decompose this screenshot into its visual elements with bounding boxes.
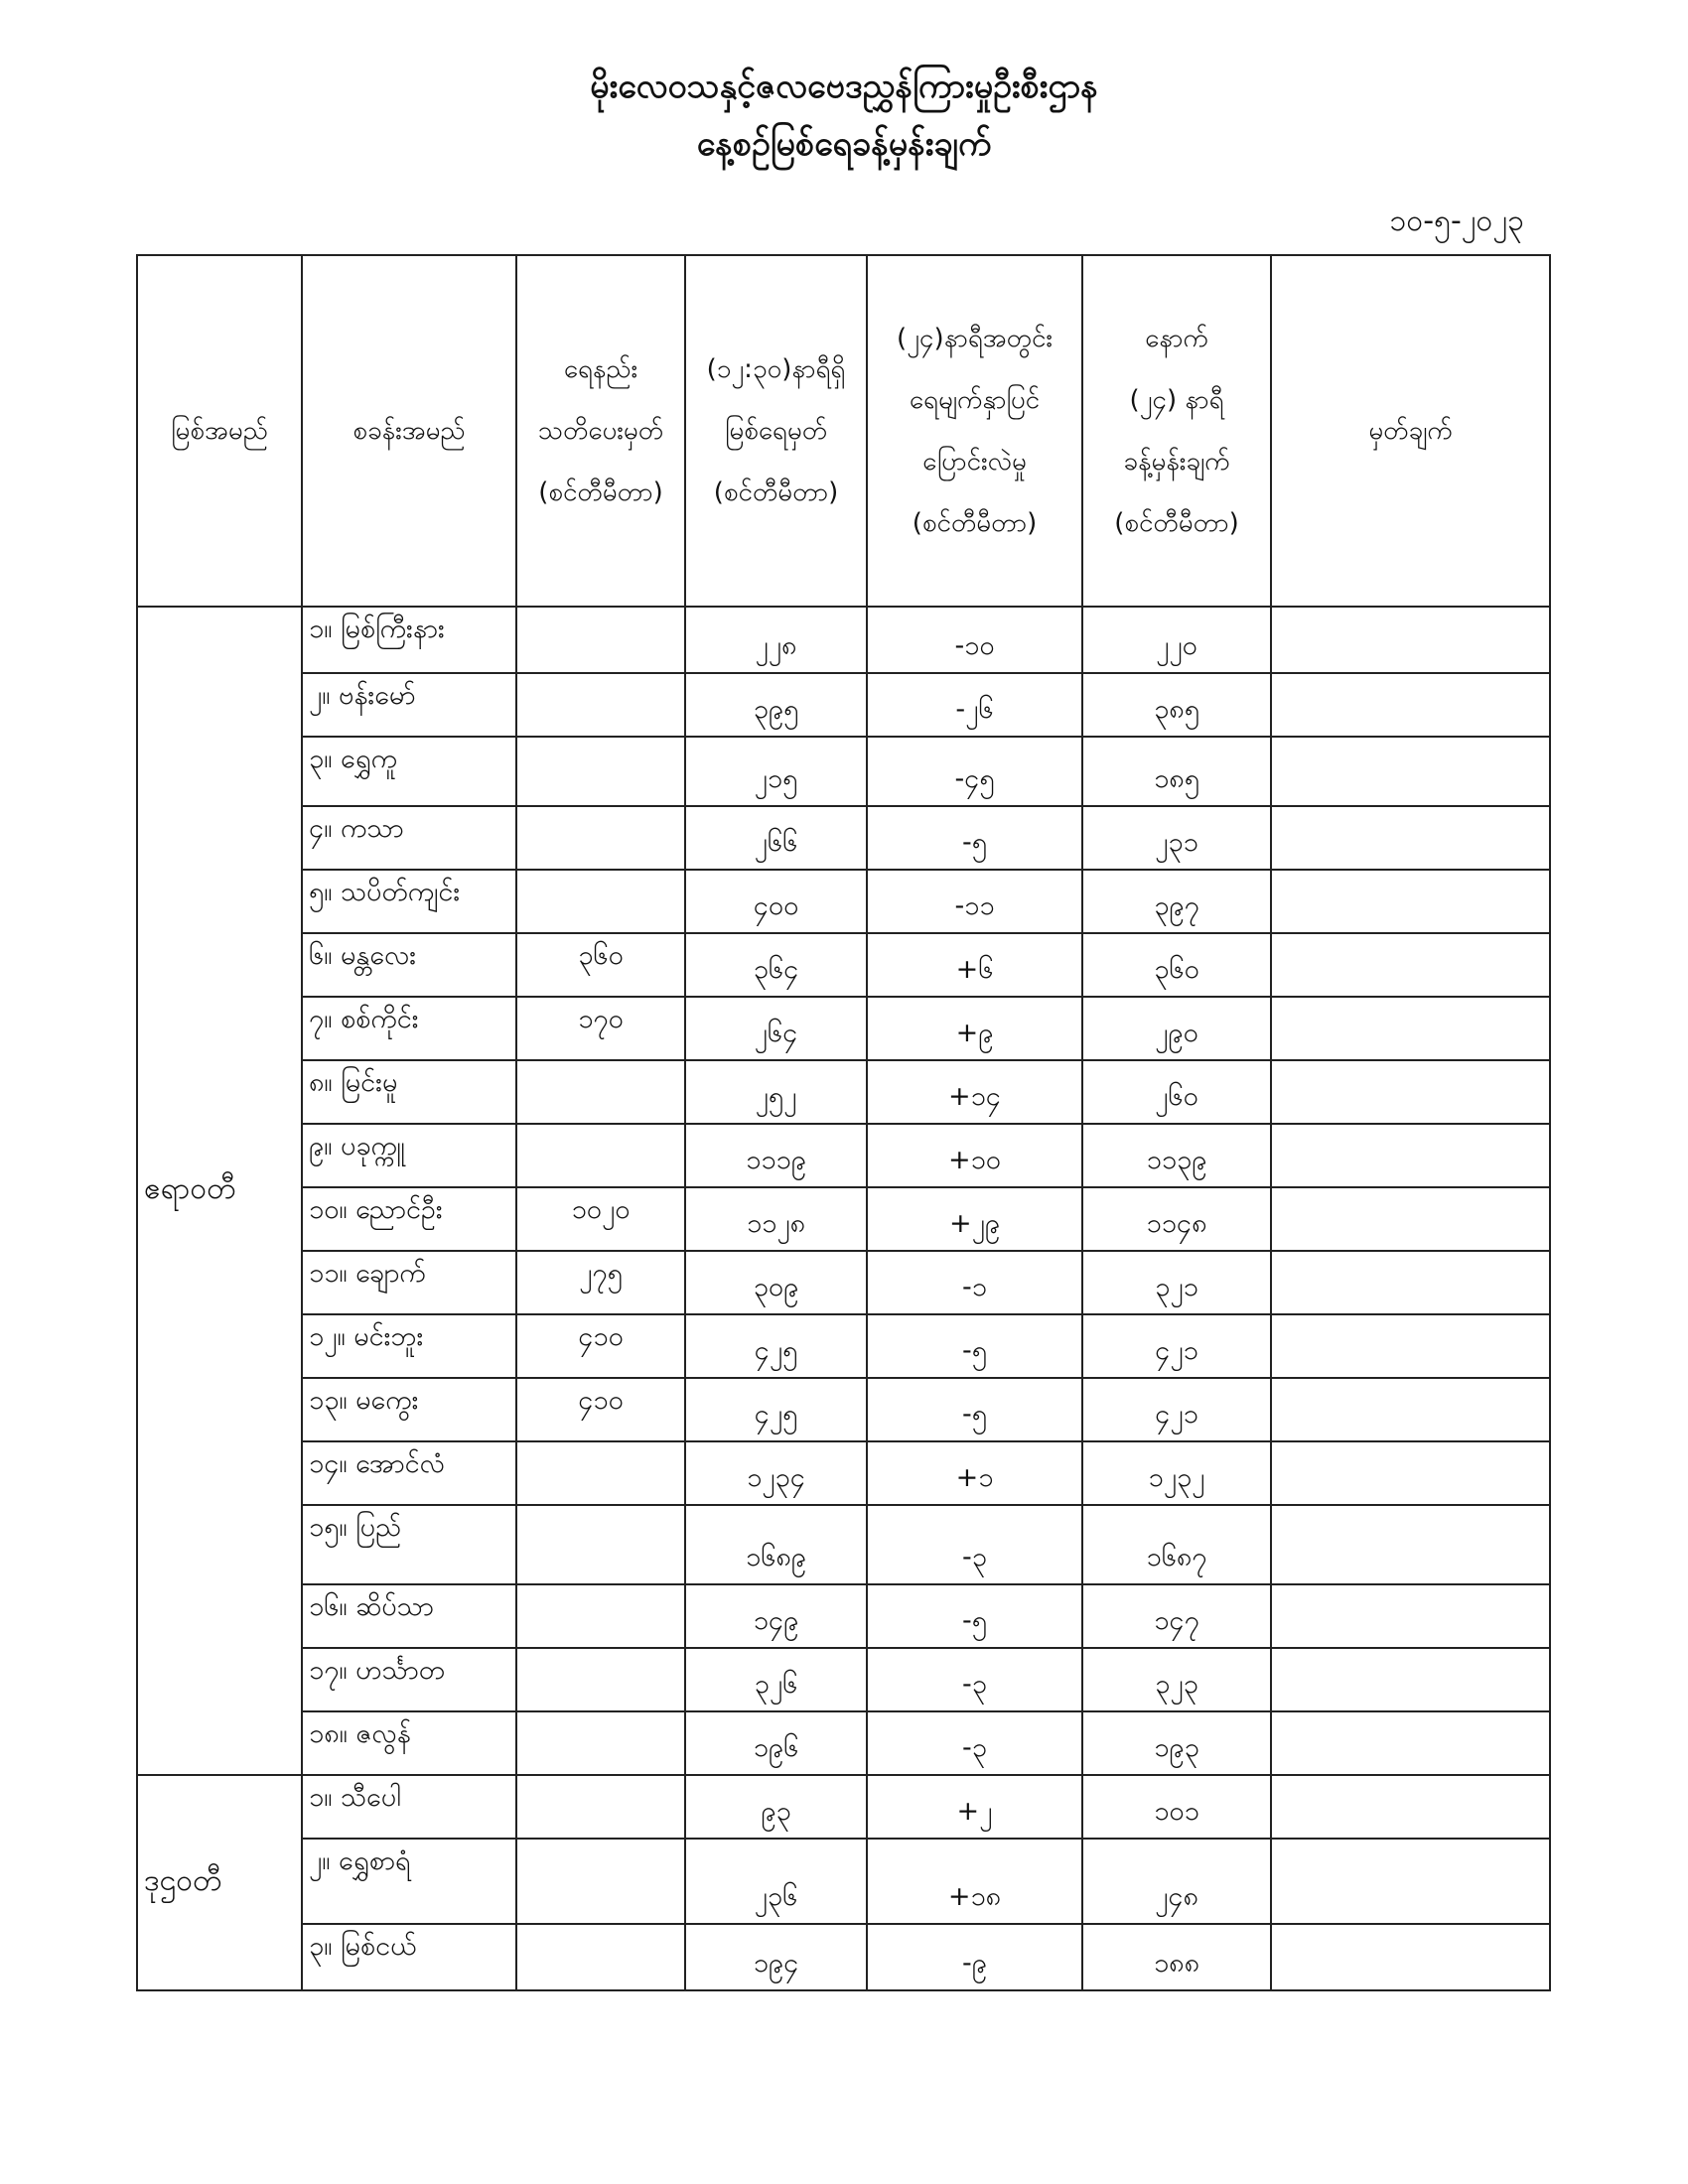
level-col-header — [685, 255, 867, 607]
station-name: ၁၅။ ပြည် — [302, 1505, 516, 1584]
water-level-cell: ၄၂၅ — [685, 1314, 867, 1378]
forecast-cell: ၁၈၈ — [1082, 1924, 1271, 1990]
water-level-cell: ၁၉၆ — [685, 1711, 867, 1775]
water-level-cell: ၄၂၅ — [685, 1378, 867, 1441]
station-name: ၁၂။ မင်းဘူး — [302, 1314, 516, 1378]
table-row — [137, 933, 1550, 997]
water-level-cell: ၂၆၄ — [685, 997, 867, 1060]
water-level-cell: ၃၉၅ — [685, 673, 867, 737]
station-name: ၂။ ဗန်းမော် — [302, 673, 516, 737]
forecast-col-header — [1082, 255, 1271, 607]
alert-level-cell — [516, 1124, 685, 1187]
header-line: မြစ်အမည် — [171, 416, 268, 446]
alert-level-cell: ၁၇၀ — [516, 997, 685, 1060]
alert-level-cell: ၁၀၂၀ — [516, 1187, 685, 1251]
forecast-cell: ၁၆၈၇ — [1082, 1505, 1271, 1584]
alert-level-cell — [516, 607, 685, 673]
river-col-header — [137, 255, 302, 607]
forecast-cell: ၁၂၃၂ — [1082, 1441, 1271, 1505]
remark-cell — [1271, 673, 1550, 737]
table-row — [137, 1711, 1550, 1775]
change-cell: -၅ — [867, 1378, 1082, 1441]
remark-cell — [1271, 1775, 1550, 1839]
forecast-cell: ၁၁၄၈ — [1082, 1187, 1271, 1251]
change-cell: -၅ — [867, 1314, 1082, 1378]
change-cell: +၁ — [867, 1441, 1082, 1505]
station-name: ၇။ စစ်ကိုင်း — [302, 997, 516, 1060]
remark-cell — [1271, 997, 1550, 1060]
change-cell: +၆ — [867, 933, 1082, 997]
forecast-cell: ၂၃၁ — [1082, 806, 1271, 870]
alert-level-cell — [516, 1775, 685, 1839]
forecast-cell: ၃၈၅ — [1082, 673, 1271, 737]
water-level-cell: ၁၄၉ — [685, 1584, 867, 1648]
header-line: (၂၄) နာရီ — [1129, 385, 1224, 415]
alert-level-cell — [516, 806, 685, 870]
report-date: ၁၀-၅-၂၀၂၃ — [1389, 204, 1524, 238]
change-cell: -၁ — [867, 1251, 1082, 1314]
table-row — [137, 1775, 1550, 1839]
forecast-cell: ၃၆၀ — [1082, 933, 1271, 997]
header-line: (စင်တီမီတာ) — [1114, 508, 1239, 538]
change-cell: -၁၁ — [867, 870, 1082, 933]
water-level-cell: ၃၀၉ — [685, 1251, 867, 1314]
water-level-cell: ၁၂၃၄ — [685, 1441, 867, 1505]
table-row — [137, 1251, 1550, 1314]
table-row — [137, 997, 1550, 1060]
river-name: ဒုဌဝတီ — [137, 1775, 302, 1990]
station-name: ၁။ မြစ်ကြီးနား — [302, 607, 516, 673]
water-level-cell: ၂၆၆ — [685, 806, 867, 870]
remark-cell — [1271, 1648, 1550, 1711]
alert-level-cell — [516, 1839, 685, 1924]
station-name: ၁၁။ ချောက် — [302, 1251, 516, 1314]
water-level-cell: ၁၁၂၈ — [685, 1187, 867, 1251]
forecast-cell: ၂၄၈ — [1082, 1839, 1271, 1924]
remark-cell — [1271, 1584, 1550, 1648]
remark-cell — [1271, 1251, 1550, 1314]
forecast-cell: ၁၁၃၉ — [1082, 1124, 1271, 1187]
header-line: မှတ်ချက် — [1368, 416, 1453, 446]
forecast-cell: ၂၉၀ — [1082, 997, 1271, 1060]
table-row — [137, 1441, 1550, 1505]
table-row — [137, 870, 1550, 933]
water-level-cell: ၃၆၄ — [685, 933, 867, 997]
alert-level-cell — [516, 1648, 685, 1711]
forecast-cell: ၃၂၃ — [1082, 1648, 1271, 1711]
table-row — [137, 1314, 1550, 1378]
table-row — [137, 673, 1550, 737]
station-name: ၉။ ပခုက္ကူ — [302, 1124, 516, 1187]
remark-cell — [1271, 1124, 1550, 1187]
table-row — [137, 1924, 1550, 1990]
forecast-cell: ၄၂၁ — [1082, 1378, 1271, 1441]
change-cell: +၂၉ — [867, 1187, 1082, 1251]
alert-level-cell — [516, 1924, 685, 1990]
remark-cell — [1271, 1187, 1550, 1251]
remark-cell — [1271, 1060, 1550, 1124]
table-row — [137, 1584, 1550, 1648]
station-name: ၃။ မြစ်ငယ် — [302, 1924, 516, 1990]
alert-level-cell — [516, 1060, 685, 1124]
remark-cell — [1271, 607, 1550, 673]
water-level-cell: ၄၀၀ — [685, 870, 867, 933]
change-cell: -၅ — [867, 1584, 1082, 1648]
header-line: မြစ်ရေမှတ် — [724, 416, 828, 446]
station-name: ၁၄။ အောင်လံ — [302, 1441, 516, 1505]
alert-level-cell — [516, 1505, 685, 1584]
remark-cell — [1271, 870, 1550, 933]
forecast-title: နေ့စဥ်မြစ်ရေခန့်မှန်းချက် — [696, 124, 992, 164]
table-row — [137, 1124, 1550, 1187]
change-cell: -၄၅ — [867, 737, 1082, 806]
station-name: ၄။ ကသာ — [302, 806, 516, 870]
remark-cell — [1271, 933, 1550, 997]
forecast-cell: ၄၂၁ — [1082, 1314, 1271, 1378]
table-row — [137, 607, 1550, 673]
change-cell: -၅ — [867, 806, 1082, 870]
water-level-cell: ၁၉၄ — [685, 1924, 867, 1990]
header-line: နောက် — [1145, 324, 1208, 353]
river-name: ဧရာဝတီ — [137, 607, 302, 1775]
station-name: ၁၇။ ဟင်္သာတ — [302, 1648, 516, 1711]
forecast-cell: ၃၂၁ — [1082, 1251, 1271, 1314]
alert-level-cell — [516, 737, 685, 806]
change-cell: +၁၄ — [867, 1060, 1082, 1124]
water-level-cell: ၁၆၈၉ — [685, 1505, 867, 1584]
forecast-cell: ၁၄၇ — [1082, 1584, 1271, 1648]
table-row — [137, 1187, 1550, 1251]
station-name: ၈။ မြင်းမူ — [302, 1060, 516, 1124]
water-level-cell: ၂၁၅ — [685, 737, 867, 806]
remark-cell — [1271, 1441, 1550, 1505]
table-row — [137, 1839, 1550, 1924]
alert-col-header — [516, 255, 685, 607]
table-row — [137, 1648, 1550, 1711]
water-level-cell: ၂၂၈ — [685, 607, 867, 673]
remark-cell — [1271, 1711, 1550, 1775]
station-name: ၃။ ရွှေကူ — [302, 737, 516, 806]
alert-level-cell — [516, 870, 685, 933]
water-level-cell: ၃၂၆ — [685, 1648, 867, 1711]
table-row — [137, 737, 1550, 806]
table-row — [137, 1378, 1550, 1441]
station-name: ၁၈။ ဇလွန် — [302, 1711, 516, 1775]
header-line: (၂၄)နာရီအတွင်း — [897, 324, 1053, 353]
alert-level-cell — [516, 1584, 685, 1648]
header-line: (၁၂:၃၀)နာရီရှိ — [706, 354, 846, 384]
remark-cell — [1271, 806, 1550, 870]
forecast-cell: ၁၀၁ — [1082, 1775, 1271, 1839]
alert-level-cell: ၂၇၅ — [516, 1251, 685, 1314]
header-line: (စင်တီမီတာ) — [538, 478, 663, 507]
remark-col-header — [1271, 255, 1550, 607]
station-col-header — [302, 255, 516, 607]
header-line: စခန်းအမည် — [352, 416, 466, 446]
header-row — [137, 255, 1550, 607]
change-cell: -၂၆ — [867, 673, 1082, 737]
header-line: (စင်တီမီတာ) — [912, 508, 1038, 538]
department-title: မိုးလေဝသနှင့်ဇလဗေဒညွှန်ကြားမှုဦးစီးဌာန — [590, 67, 1098, 106]
change-cell: +၉ — [867, 997, 1082, 1060]
alert-level-cell: ၃၆၀ — [516, 933, 685, 997]
forecast-cell: ၂၂၀ — [1082, 607, 1271, 673]
header-line: ခန့်မှန်းချက် — [1123, 447, 1230, 477]
remark-cell — [1271, 1314, 1550, 1378]
alert-level-cell — [516, 1711, 685, 1775]
forecast-cell: ၁၉၃ — [1082, 1711, 1271, 1775]
table-row — [137, 1505, 1550, 1584]
forecast-cell: ၁၈၅ — [1082, 737, 1271, 806]
remark-cell — [1271, 737, 1550, 806]
header-line: ပြောင်းလဲမှု — [922, 447, 1027, 477]
remark-cell — [1271, 1924, 1550, 1990]
station-name: ၂။ ရွှေစာရံ — [302, 1839, 516, 1924]
header-line: (စင်တီမီတာ) — [713, 478, 839, 507]
header-line: ရေမျက်နှာပြင် — [909, 385, 1041, 415]
change-cell: -၉ — [867, 1924, 1082, 1990]
station-name: ၁၀။ ညောင်ဦး — [302, 1187, 516, 1251]
forecast-cell: ၂၆၀ — [1082, 1060, 1271, 1124]
alert-level-cell: ၄၁၀ — [516, 1378, 685, 1441]
header-line: ရေနည်း — [563, 354, 638, 384]
water-level-cell: ၂၃၆ — [685, 1839, 867, 1924]
station-name: ၁။ သီပေါ — [302, 1775, 516, 1839]
change-cell: -၃ — [867, 1648, 1082, 1711]
station-name: ၅။ သပိတ်ကျင်း — [302, 870, 516, 933]
station-name: ၆။ မန္တလေး — [302, 933, 516, 997]
remark-cell — [1271, 1505, 1550, 1584]
water-level-cell: ၁၁၁၉ — [685, 1124, 867, 1187]
station-name: ၁၃။ မကွေး — [302, 1378, 516, 1441]
change-cell: -၃ — [867, 1505, 1082, 1584]
remark-cell — [1271, 1839, 1550, 1924]
change-cell: +၂ — [867, 1775, 1082, 1839]
header-line: သတိပေးမှတ် — [537, 416, 664, 446]
change-cell: -၃ — [867, 1711, 1082, 1775]
river-level-table — [136, 254, 1551, 1991]
station-name: ၁၆။ ဆိပ်သာ — [302, 1584, 516, 1648]
title-block — [0, 58, 1688, 173]
forecast-cell: ၃၉၇ — [1082, 870, 1271, 933]
change-col-header — [867, 255, 1082, 607]
table-row — [137, 1060, 1550, 1124]
table-row — [137, 806, 1550, 870]
alert-level-cell: ၄၁၀ — [516, 1314, 685, 1378]
change-cell: +၁၀ — [867, 1124, 1082, 1187]
change-cell: -၁၀ — [867, 607, 1082, 673]
alert-level-cell — [516, 673, 685, 737]
alert-level-cell — [516, 1441, 685, 1505]
water-level-cell: ၂၅၂ — [685, 1060, 867, 1124]
water-level-cell: ၉၃ — [685, 1775, 867, 1839]
change-cell: +၁၈ — [867, 1839, 1082, 1924]
remark-cell — [1271, 1378, 1550, 1441]
